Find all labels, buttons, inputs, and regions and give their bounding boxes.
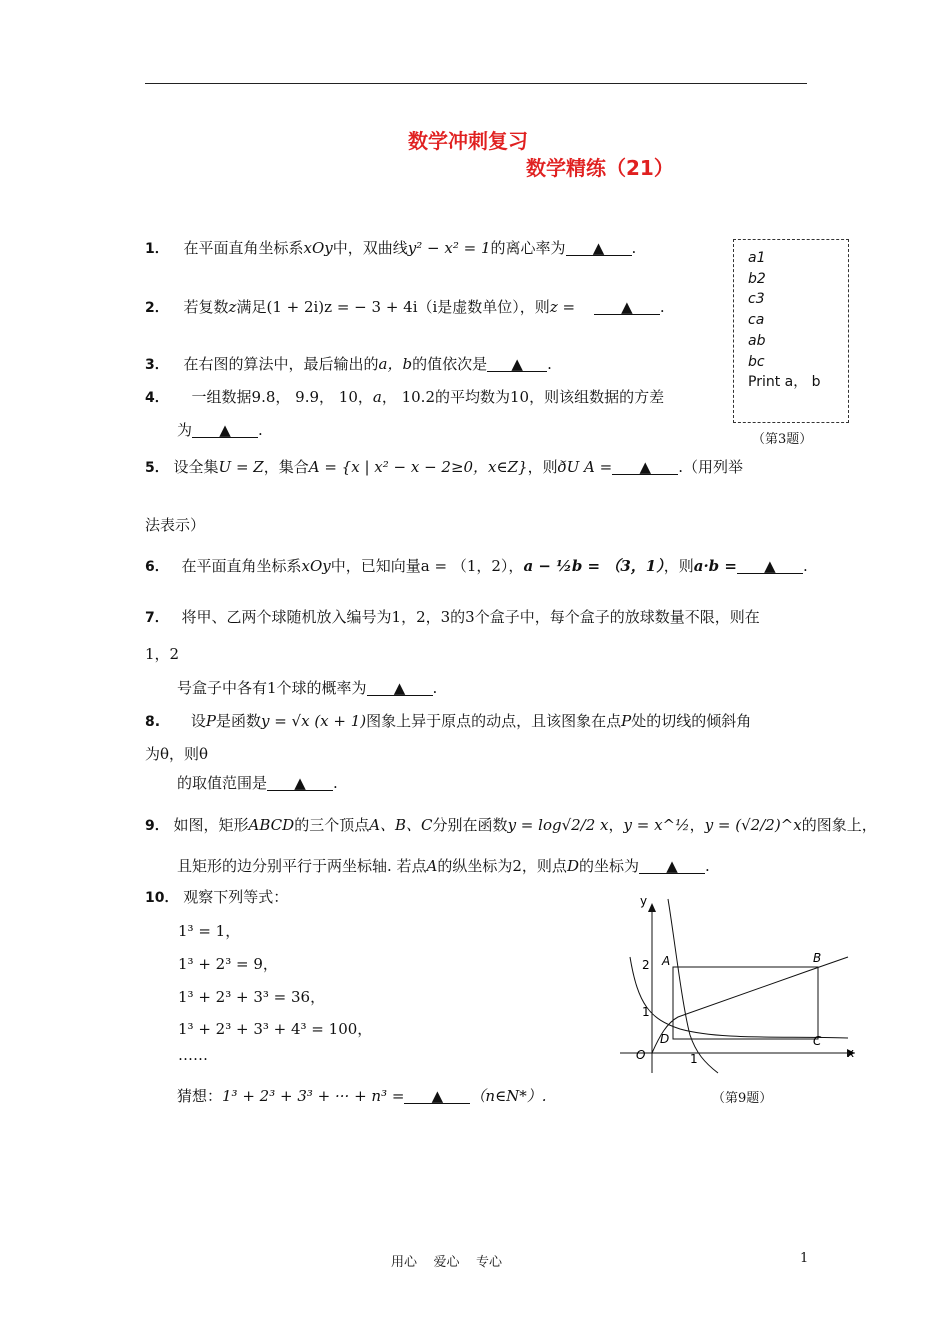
question-text: 将甲、乙两个球随机放入编号为1，2，3的3个盒子中，每个盒子的放球数量不限，则在 — [181, 608, 760, 626]
question-text: 在平面直角坐标系 — [183, 239, 304, 257]
question-text: . — [704, 857, 710, 875]
question-text: 的图象上， — [801, 816, 877, 834]
math-formula: A = {x | x² − x − 2≥0，x∈Z} — [308, 458, 528, 476]
math-formula: y = (√2/2)^x — [704, 816, 802, 834]
question-8-cont: 为θ，则θ — [145, 745, 209, 763]
question-text: . — [659, 298, 665, 316]
footer-text: 用心 爱心 专心 — [391, 1255, 503, 1270]
question-text: . — [333, 774, 338, 792]
label-A: A — [662, 954, 671, 968]
answer-blank[interactable]: ▲ — [192, 423, 258, 438]
question-number: 8. — [145, 714, 161, 730]
question-4 — [145, 386, 664, 407]
algo-line: Print a， b — [748, 374, 821, 391]
header-rule — [145, 83, 807, 84]
math-inline: xOy — [301, 557, 331, 575]
label-B: B — [813, 951, 822, 965]
math-formula: a − ½b = （3，1） — [523, 557, 664, 575]
algo-line: ab — [748, 332, 766, 349]
question-text: 中，已知向量 — [330, 557, 421, 575]
question-text: 满足 — [236, 298, 267, 316]
question-text: . — [631, 239, 637, 257]
question-number: 5． — [145, 460, 169, 476]
math-formula: y = x^½ — [623, 816, 690, 834]
math-inline: z = — [549, 298, 576, 316]
tick-1-y: 1 — [642, 1005, 650, 1019]
question-text: 一组数据9.8， 9.9， 10， — [191, 388, 373, 406]
answer-blank[interactable]: ▲ — [639, 859, 705, 874]
question-4-cont — [177, 419, 263, 440]
question-text: 号盒子中各有1个球的概率为 — [177, 679, 367, 697]
question-5 — [145, 456, 743, 477]
question-text: 在平面直角坐标系 — [181, 557, 302, 575]
question-1 — [145, 237, 636, 258]
math-formula: y = √x (x + 1) — [260, 712, 367, 730]
question-text: 且矩形的边分别平行于两坐标轴. 若点 — [177, 857, 427, 875]
tick-1-x: 1 — [690, 1052, 698, 1066]
algorithm-box — [733, 239, 849, 423]
answer-blank[interactable]: ▲ — [594, 300, 660, 315]
question-10-guess — [177, 1085, 547, 1106]
question-7-cont: 1，2 — [145, 645, 180, 663]
question-text: 的取值范围是 — [177, 774, 268, 792]
question-6 — [145, 555, 808, 576]
curve-log — [668, 899, 718, 1073]
y-axis-arrow — [648, 903, 656, 912]
equation-4: 1³ + 2³ + 3³ + 4³ = 100， — [178, 1020, 373, 1038]
page-number: 1 — [800, 1251, 809, 1266]
answer-blank[interactable]: ▲ — [404, 1089, 470, 1104]
rectangle-ABCD — [673, 967, 818, 1039]
question-text: ，则 — [527, 458, 558, 476]
answer-blank[interactable]: ▲ — [566, 241, 632, 256]
question-text: 的离心率为 — [490, 239, 566, 257]
question-3 — [145, 353, 552, 374]
question-number: 3． — [145, 357, 169, 373]
algo-line: b2 — [748, 270, 766, 287]
equation-2: 1³ + 2³ = 9， — [178, 955, 278, 973]
math-inline: A、B、C — [369, 816, 433, 834]
question-text: . — [547, 355, 552, 373]
answer-blank[interactable]: ▲ — [612, 460, 678, 475]
question-5-cont: 法表示） — [145, 516, 206, 534]
math-formula: y² − x² = 1 — [407, 239, 491, 257]
question-number: 6． — [145, 559, 169, 575]
label-x: x — [847, 1046, 855, 1060]
question-number: 1． — [145, 241, 169, 257]
math-formula: U = Z — [218, 458, 264, 476]
math-formula: ðU A = — [557, 458, 613, 476]
answer-blank[interactable]: ▲ — [737, 559, 803, 574]
question-number: 10． — [145, 890, 179, 906]
equation-1: 1³ = 1， — [178, 922, 241, 940]
math-formula: a = （1，2）， — [420, 557, 524, 575]
answer-blank[interactable]: ▲ — [267, 776, 333, 791]
math-formula: a·b = — [693, 557, 737, 575]
question-text: ， 10.2的平均数为10，则该组数据的方差 — [381, 388, 665, 406]
question-text: 图象上异于原点的动点，且该图象在点 — [366, 712, 622, 730]
question-text: （i是虚数单位），则 — [417, 298, 550, 316]
math-formula: (1 + 2i)z = − 3 + 4i — [266, 298, 418, 316]
question-text: 在右图的算法中，最后输出的 — [183, 355, 379, 373]
algo-line: ca — [748, 312, 765, 329]
math-inline: D — [566, 857, 579, 875]
curve-exponential — [630, 957, 848, 1038]
question-10 — [145, 886, 288, 907]
question-number: 4． — [145, 390, 169, 406]
question-text: ，集合 — [263, 458, 309, 476]
question-9-cont — [177, 855, 710, 876]
answer-blank[interactable]: ▲ — [367, 681, 433, 696]
math-inline: z — [228, 298, 237, 316]
question-text: 的坐标为 — [578, 857, 639, 875]
question-8-cont2 — [177, 772, 338, 793]
math-formula: 1³ + 2³ + 3³ + ··· + n³ = — [222, 1087, 405, 1105]
question-text: . — [432, 679, 438, 697]
math-inline: a — [372, 388, 382, 406]
question-number: 2． — [145, 300, 169, 316]
question-text: . — [802, 557, 808, 575]
answer-blank[interactable]: ▲ — [487, 357, 547, 372]
question-text: 为 — [177, 421, 193, 439]
label-C: C — [813, 1034, 822, 1048]
question-text: 的三个顶点 — [294, 816, 370, 834]
label-D: D — [660, 1032, 670, 1046]
question-text: 设全集 — [173, 458, 219, 476]
question-number: 9． — [145, 818, 169, 834]
math-inline: xOy — [303, 239, 333, 257]
algo-line: c3 — [748, 291, 765, 308]
math-inline: A — [426, 857, 438, 875]
question-text: .（用列举 — [678, 458, 743, 476]
math-inline: a，b — [378, 355, 413, 373]
equation-dots: …… — [178, 1046, 208, 1064]
math-formula: y = log√2/2 x — [507, 816, 609, 834]
question-text: ，则 — [663, 557, 694, 575]
question-text: 中，双曲线 — [332, 239, 408, 257]
question-text: 是函数 — [215, 712, 261, 730]
math-inline: P — [621, 712, 632, 730]
question-text: 猜想： — [177, 1087, 223, 1105]
question-8 — [145, 710, 751, 731]
equation-3: 1³ + 2³ + 3³ = 36， — [178, 988, 326, 1006]
page-title: 数学冲刺复习 — [408, 129, 528, 153]
question-2 — [145, 296, 665, 317]
page-subtitle: 数学精练（21） — [526, 156, 674, 180]
algo-line: a1 — [748, 250, 766, 266]
math-inline: P — [205, 712, 216, 730]
label-y: y — [640, 895, 648, 908]
tick-2: 2 — [642, 958, 650, 972]
question-text: 观察下列等式： — [183, 888, 289, 906]
question-text: 的纵坐标为2，则点 — [437, 857, 567, 875]
question-7-cont2 — [177, 677, 437, 698]
question-text: 若复数 — [183, 298, 229, 316]
question-text: . — [258, 421, 263, 439]
question-text: 设 — [190, 712, 206, 730]
algo-line: bc — [748, 353, 765, 370]
label-O: O — [636, 1048, 646, 1062]
function-graph-figure — [610, 895, 870, 1080]
question-text: 的值依次是 — [412, 355, 488, 373]
question-9: 9． 如图，矩形ABCD的三个顶点A、B、C分别在函数y = log√2/2 x，y = x^½，y = (√2/2)^x的图象上， — [145, 816, 877, 834]
question-number: 7． — [145, 610, 169, 626]
question-7 — [145, 606, 760, 627]
question-text: 处的切线的倾斜角 — [631, 712, 752, 730]
question-text: 分别在函数 — [432, 816, 508, 834]
figure-caption: （第9题） — [712, 1091, 773, 1106]
math-inline: ABCD — [248, 816, 295, 834]
algorithm-caption: （第3题） — [752, 432, 813, 447]
math-inline: （n∈N*）. — [470, 1087, 547, 1105]
question-text: 如图，矩形 — [173, 816, 249, 834]
